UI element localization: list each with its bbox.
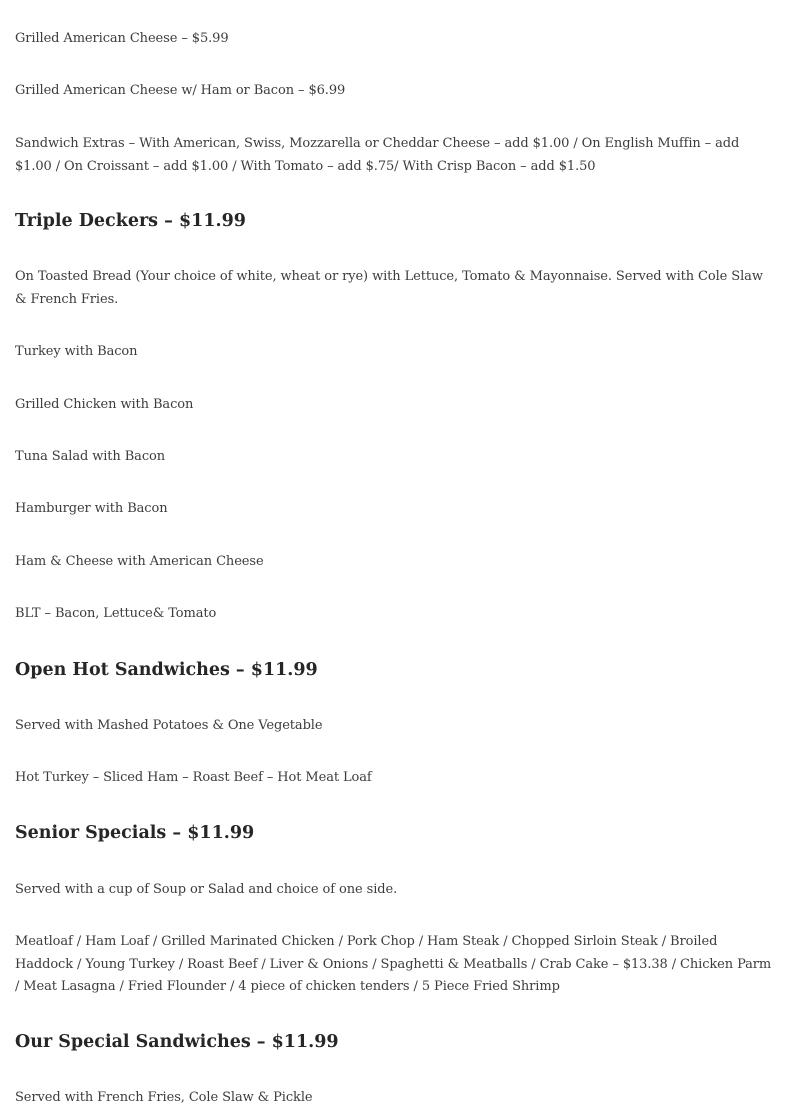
section-heading-special-sandwiches: Our Special Sandwiches – $11.99 [15, 1032, 339, 1052]
sandwich-extras-text: Sandwich Extras – With American, Swiss, Mozzarella or Cheddar Cheese – add $1.00 / On English Muffin – add $1.00 / On Croissant – add $1.00 / With Tomato – add $.75/ With Crisp Bacon – add $1.50 [15, 136, 740, 174]
senior-specials-description: Served with a cup of Soup or Salad and choice of one side. [15, 882, 398, 897]
menu-item-turkey-bacon: Turkey with Bacon [15, 344, 138, 359]
menu-item-tuna-salad-bacon: Tuna Salad with Bacon [15, 449, 166, 464]
senior-specials-items: Meatloaf / Ham Loaf / Grilled Marinated Chicken / Pork Chop / Ham Steak / Chopped Sirloin Steak / Broiled Haddock / Young Turkey / Roast Beef / Liver & Onions / Spaghetti & Meatballs / Crab Cake – $13.38 / Chicken Parm / Meat Lasagna / Fried Flounder / 4 piece of chicken tenders / 5 Piece Fried Shrimp [15, 934, 772, 994]
open-hot-items: Hot Turkey – Sliced Ham – Roast Beef – Hot Meat Loaf [15, 770, 372, 785]
section-heading-senior-specials: Senior Specials – $11.99 [15, 823, 255, 843]
open-hot-description: Served with Mashed Potatoes & One Vegetable [15, 718, 323, 733]
menu-item-ham-cheese: Ham & Cheese with American Cheese [15, 554, 264, 569]
triple-deckers-description: On Toasted Bread (Your choice of white, wheat or rye) with Lettuce, Tomato & Mayonnaise. Served with Cole Slaw & French Fries. [15, 269, 763, 307]
menu-item-hamburger-bacon: Hamburger with Bacon [15, 501, 168, 516]
menu-item-blt: BLT – Bacon, Lettuce& Tomato [15, 606, 217, 621]
section-heading-open-hot-sandwiches: Open Hot Sandwiches – $11.99 [15, 660, 318, 680]
menu-item-grilled-chicken-bacon: Grilled Chicken with Bacon [15, 397, 194, 412]
menu-item-grilled-cheese-ham-bacon: Grilled American Cheese w/ Ham or Bacon – $6.99 [15, 83, 346, 98]
menu-item-grilled-cheese: Grilled American Cheese – $5.99 [15, 31, 229, 46]
special-sandwiches-description: Served with French Fries, Cole Slaw & Pickle [15, 1090, 313, 1105]
section-heading-triple-deckers: Triple Deckers – $11.99 [15, 211, 246, 231]
